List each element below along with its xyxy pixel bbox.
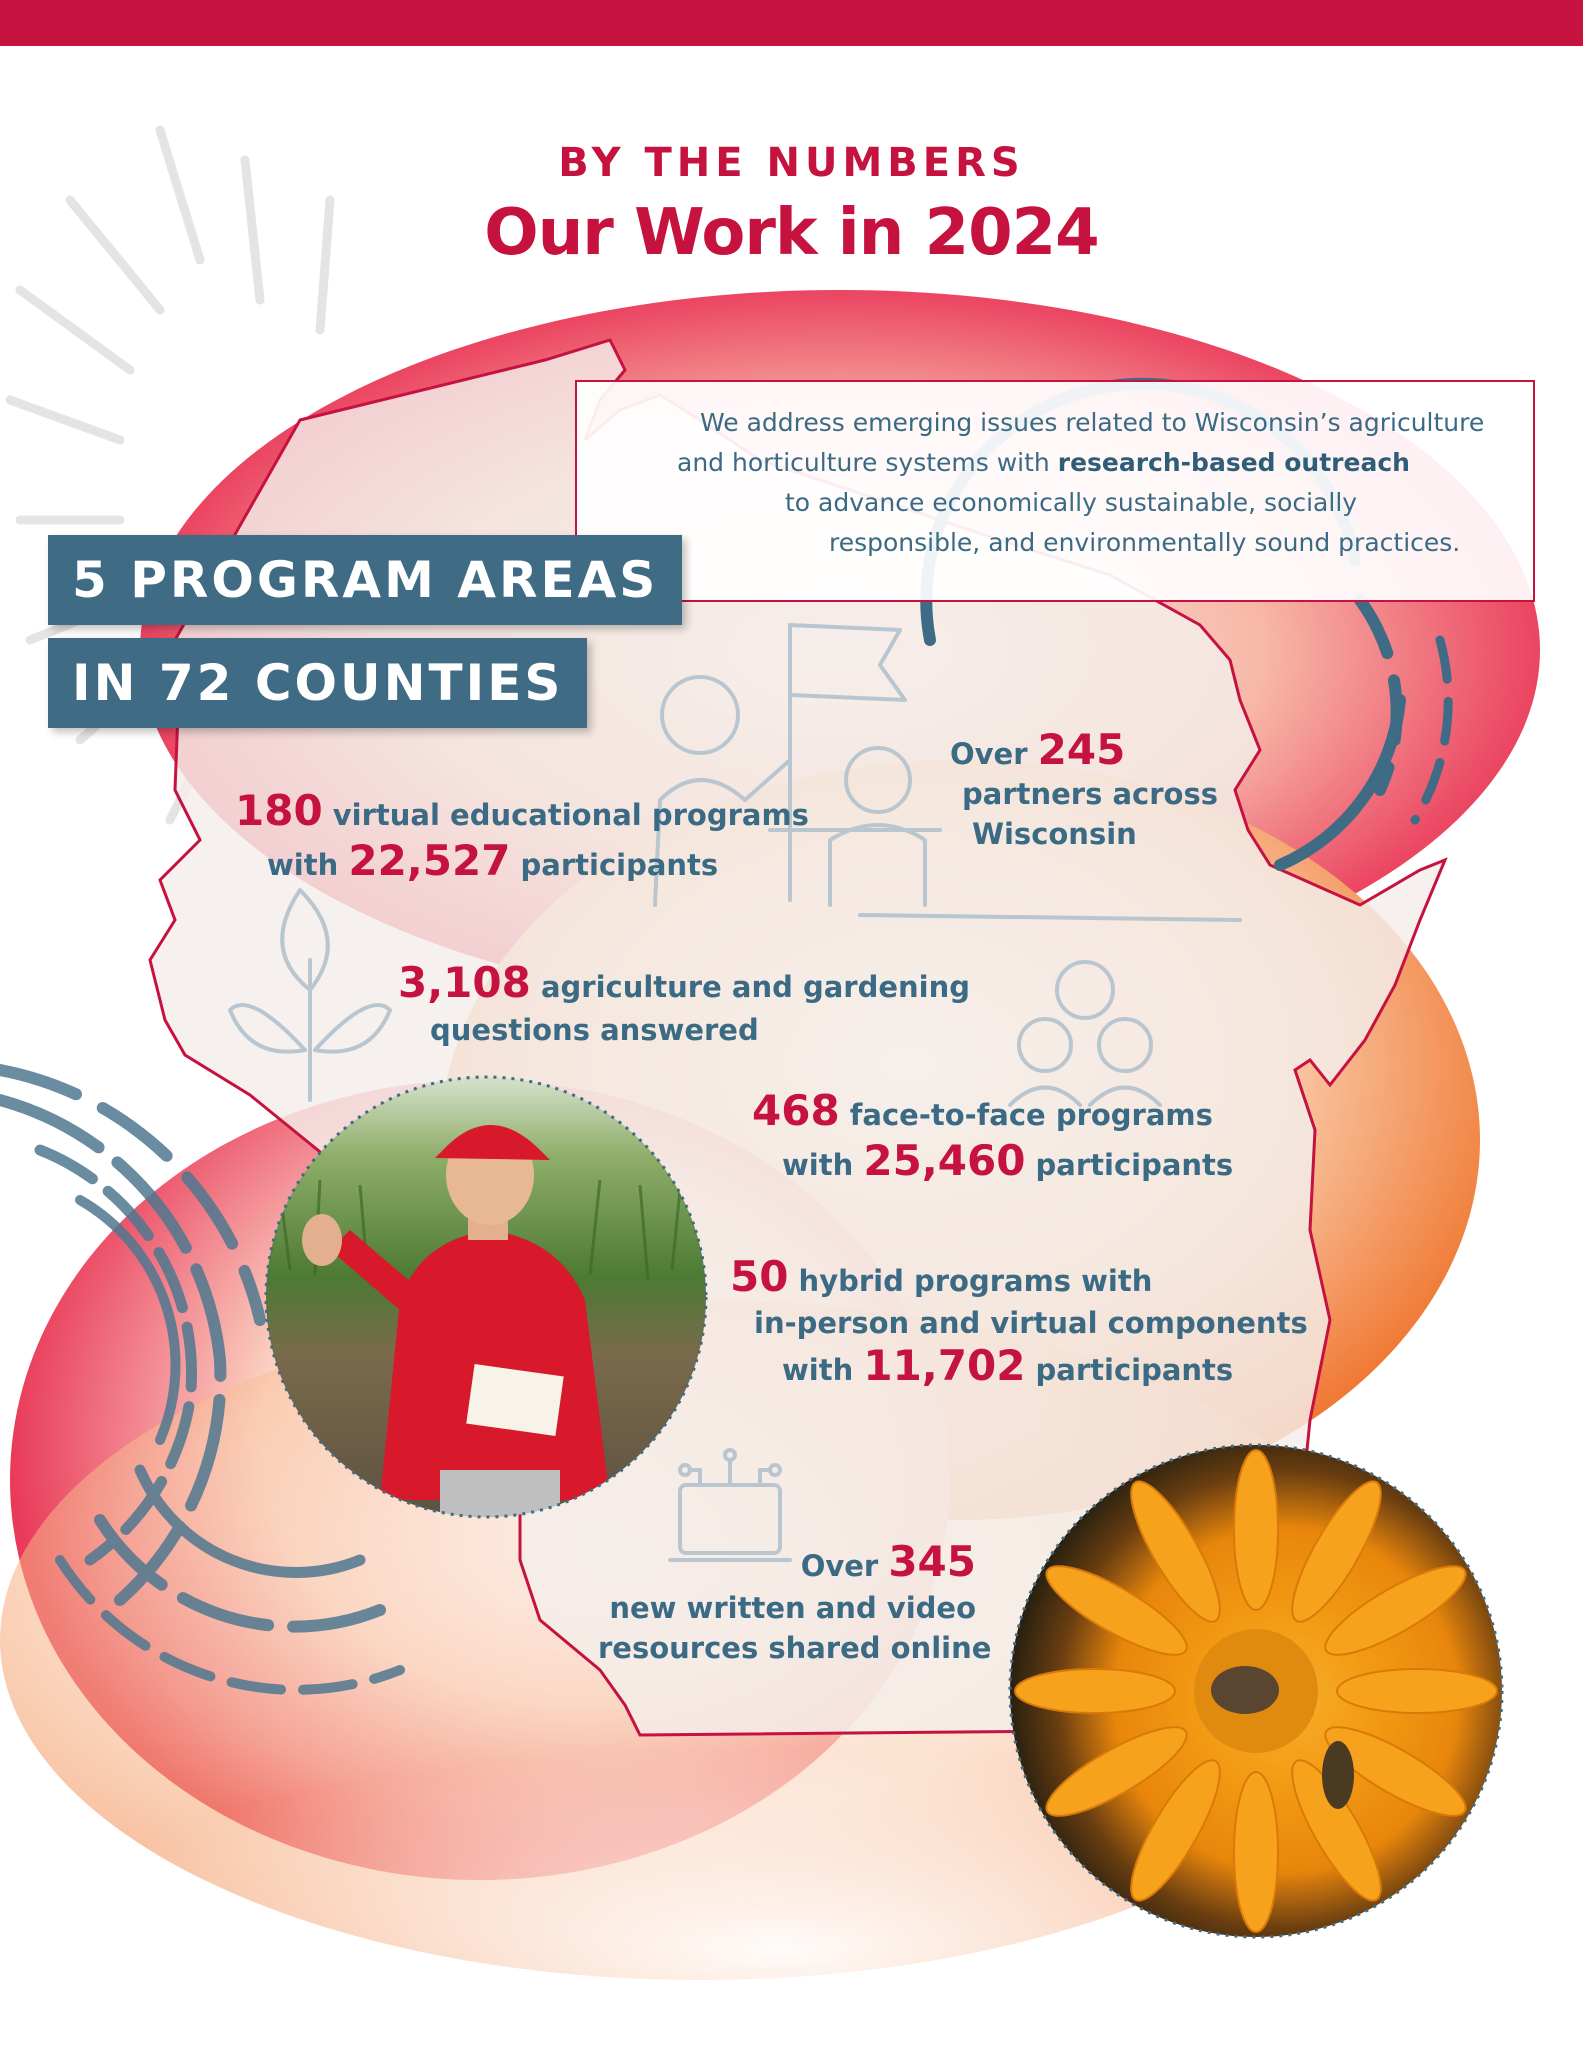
hybrid-programs-stat: 50 hybrid programs with in-person and virtual components with 11,702 participants — [730, 1252, 1308, 1390]
mission-emphasis: research-based outreach — [1057, 448, 1410, 477]
mission-line-4: responsible, and environmentally sound practices. — [829, 528, 1461, 557]
online-resources-stat: Over 345 new written and video resources shared online — [598, 1537, 992, 1665]
mission-line-1: We address emerging issues related to Wisconsin’s agriculture — [700, 408, 1485, 437]
counties-banner: IN 72 COUNTIES — [48, 638, 587, 728]
partners-stat: Over 245 partners across Wisconsin — [950, 725, 1218, 851]
questions-answered-stat: 3,108 agriculture and gardening questions answered — [398, 958, 970, 1047]
program-areas-banner: 5 PROGRAM AREAS — [48, 535, 682, 625]
virtual-programs-stat: 180 virtual educational programs with 22,527 participants — [235, 786, 809, 885]
mission-statement-box — [575, 380, 1535, 602]
page-title: Our Work in 2024 — [484, 196, 1099, 270]
kicker-heading: BY THE NUMBERS — [558, 140, 1025, 186]
face-to-face-stat: 468 face-to-face programs with 25,460 participants — [752, 1086, 1234, 1185]
mission-line-2: and horticulture systems with research-based outreach — [677, 448, 1410, 477]
mission-line-3: to advance economically sustainable, socially — [785, 488, 1358, 517]
